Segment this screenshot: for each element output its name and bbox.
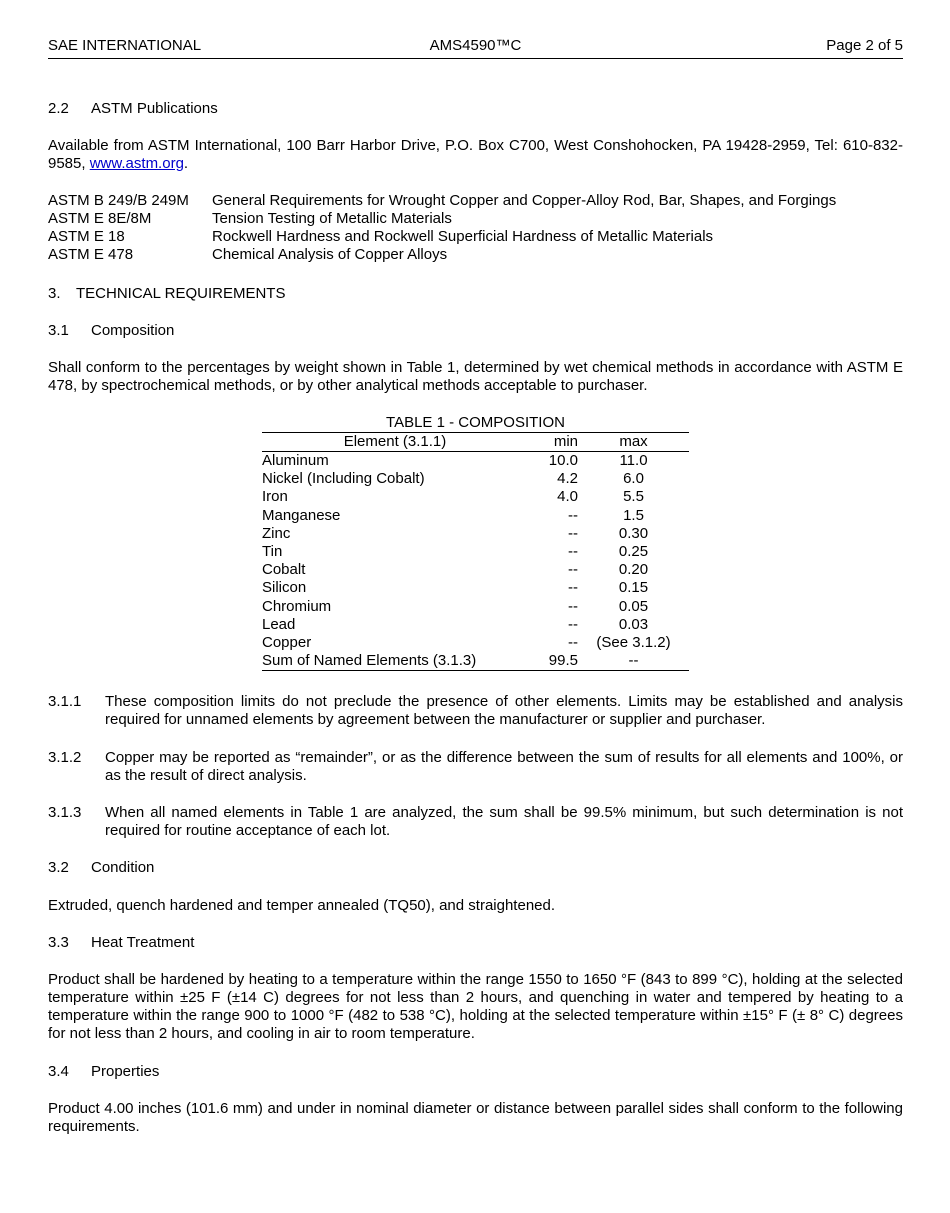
section-title: TECHNICAL REQUIREMENTS [76, 285, 286, 302]
section-2-2-heading [48, 100, 903, 118]
section-title: Composition [91, 322, 175, 339]
list-item [48, 192, 903, 210]
max-cell: (See 3.1.2) [596, 633, 671, 651]
publication-code: ASTM E 8E/8M [48, 210, 152, 227]
publication-title: Chemical Analysis of Copper Alloys [212, 246, 448, 263]
max-cell: 11.0 [619, 452, 648, 470]
composition-table-grid [262, 432, 689, 671]
element-cell: Sum of Named Elements (3.1.3) [262, 652, 528, 671]
header-page-number: Page 2 of 5 [826, 37, 903, 54]
element-cell: Iron [262, 488, 288, 506]
min-cell: -- [568, 543, 578, 561]
min-cell: 10.0 [548, 452, 578, 470]
table-row [262, 579, 689, 597]
section-title: Condition [91, 859, 155, 876]
min-cell: 99.5 [528, 652, 578, 671]
section-number: 3.3 [48, 934, 69, 951]
min-cell: -- [568, 506, 578, 524]
min-cell: 4.2 [557, 470, 578, 488]
publication-title: Rockwell Hardness and Rockwell Superficial Hardness of Metallic Materials [212, 228, 714, 245]
column-header-element: Element (3.1.1) [343, 433, 447, 450]
min-cell: -- [568, 524, 578, 542]
composition-table [262, 414, 689, 671]
section-3-4-heading [48, 1063, 903, 1081]
element-cell: Copper [262, 633, 312, 651]
max-cell: 5.5 [623, 488, 644, 506]
max-cell: 0.05 [618, 597, 649, 615]
section-number: 3.4 [48, 1063, 69, 1080]
section-3-2-paragraph: Extruded, quench hardened and temper annealed (TQ50), and straightened. [48, 897, 556, 914]
max-cell: 0.30 [618, 524, 649, 542]
max-cell: 6.0 [623, 470, 644, 488]
publication-code: ASTM B 249/B 249M [48, 192, 189, 209]
min-cell: -- [568, 615, 578, 633]
max-cell: 0.20 [618, 561, 649, 579]
element-cell: Lead [262, 615, 296, 633]
table-row [262, 543, 689, 561]
table-row [262, 507, 689, 525]
element-cell: Chromium [262, 597, 332, 615]
element-cell: Zinc [262, 524, 291, 542]
min-cell: -- [568, 579, 578, 597]
table-row [262, 652, 689, 671]
min-cell: -- [568, 561, 578, 579]
section-title: Heat Treatment [91, 934, 195, 951]
table-title: TABLE 1 - COMPOSITION [386, 414, 565, 431]
list-item [48, 228, 903, 246]
subsection-number: 3.1.1 [48, 693, 82, 710]
publication-title: General Requirements for Wrought Copper and Copper-Alloy Rod, Bar, Shapes, and Forgings [212, 192, 837, 209]
astm-website-link[interactable]: www.astm.org [89, 155, 184, 172]
header-document-id: AMS4590™C [429, 37, 522, 54]
paragraph-end: . [183, 155, 189, 172]
subsection-text: When all named elements in Table 1 are analyzed, the sum shall be 99.5% minimum, but such determination is not required for routine acceptance of each lot. [105, 804, 903, 839]
section-number: 2.2 [48, 100, 69, 117]
list-item [48, 246, 903, 264]
column-header-max: max [619, 433, 648, 450]
element-cell: Cobalt [262, 561, 306, 579]
table-header-row [262, 433, 689, 452]
section-title: Properties [91, 1063, 160, 1080]
element-cell: Aluminum [262, 452, 329, 470]
element-cell: Nickel (Including Cobalt) [262, 470, 425, 488]
section-number: 3.1 [48, 322, 69, 339]
table-row [262, 598, 689, 616]
table-row [262, 452, 689, 471]
element-cell: Silicon [262, 579, 307, 597]
min-cell: -- [568, 597, 578, 615]
table-row [262, 470, 689, 488]
max-cell: 0.03 [618, 615, 649, 633]
section-2-2-paragraph [48, 137, 903, 173]
table-row [262, 616, 689, 634]
min-cell: -- [568, 633, 578, 651]
publication-code: ASTM E 18 [48, 228, 125, 245]
page-header [48, 36, 903, 59]
subsection-number: 3.1.2 [48, 749, 82, 766]
section-3-2-heading [48, 859, 903, 877]
element-cell: Tin [262, 543, 283, 561]
publication-code: ASTM E 478 [48, 246, 134, 263]
section-3-3-heading [48, 934, 903, 952]
subsection-3-1-2 [48, 749, 903, 785]
publications-list [48, 192, 903, 264]
section-3-1-paragraph: Shall conform to the percentages by weight shown in Table 1, determined by wet chemical methods in accordance with ASTM E 478, by spectrochemical methods, or by other analytical methods acceptable to purchaser. [48, 359, 903, 394]
table-row [262, 561, 689, 579]
max-cell: 0.25 [618, 543, 649, 561]
table-row [262, 488, 689, 506]
subsection-number: 3.1.3 [48, 804, 82, 821]
column-header-min: min [553, 433, 578, 450]
section-number: 3.2 [48, 859, 69, 876]
max-cell: 0.15 [618, 579, 649, 597]
table-row [262, 634, 689, 652]
section-3-4-paragraph: Product 4.00 inches (101.6 mm) and under in nominal diameter or distance between parallel sides shall conform to the following requirements. [48, 1100, 903, 1135]
section-3-3-paragraph: Product shall be hardened by heating to a temperature within the range 1550 to 1650 °F (843 to 899 °C), holding at the selected temperature within ±25 F (±14 C) degrees for not less than 2 hours, and quenching in water and tempered by heating to a temperature within the range 900 to 1000 °F (482 to 538 °C), holding at the selected temperature within ±15° F (± 8° C) degrees for not less than 2 hours, and cooling in air to room temperature. [48, 971, 903, 1042]
section-3-1-heading [48, 322, 903, 340]
subsection-text: Copper may be reported as “remainder”, or as the difference between the sum of results for all elements and 100%, or as the result of direct analysis. [105, 749, 903, 784]
section-3-heading [48, 285, 903, 303]
header-organization: SAE INTERNATIONAL [48, 37, 202, 54]
publication-title: Tension Testing of Metallic Materials [212, 210, 452, 227]
subsection-text: These composition limits do not preclude the presence of other elements. Limits may be established and analysis required for unnamed elements by agreement between the manufacturer or supplier and purchaser. [105, 693, 903, 728]
subsection-3-1-3 [48, 804, 903, 840]
section-number: 3. [48, 285, 61, 302]
subsection-3-1-1 [48, 693, 903, 729]
max-cell: -- [578, 652, 689, 671]
max-cell: 1.5 [623, 506, 644, 524]
element-cell: Manganese [262, 506, 341, 524]
astm-address-text: Available from ASTM International, 100 Barr Harbor Drive, P.O. Box C700, West Conshohocken, PA 19428-2959, Tel: 610-832-9585, [48, 137, 903, 172]
section-title: ASTM Publications [91, 100, 218, 117]
list-item [48, 210, 903, 228]
table-row [262, 525, 689, 543]
min-cell: 4.0 [557, 488, 578, 506]
